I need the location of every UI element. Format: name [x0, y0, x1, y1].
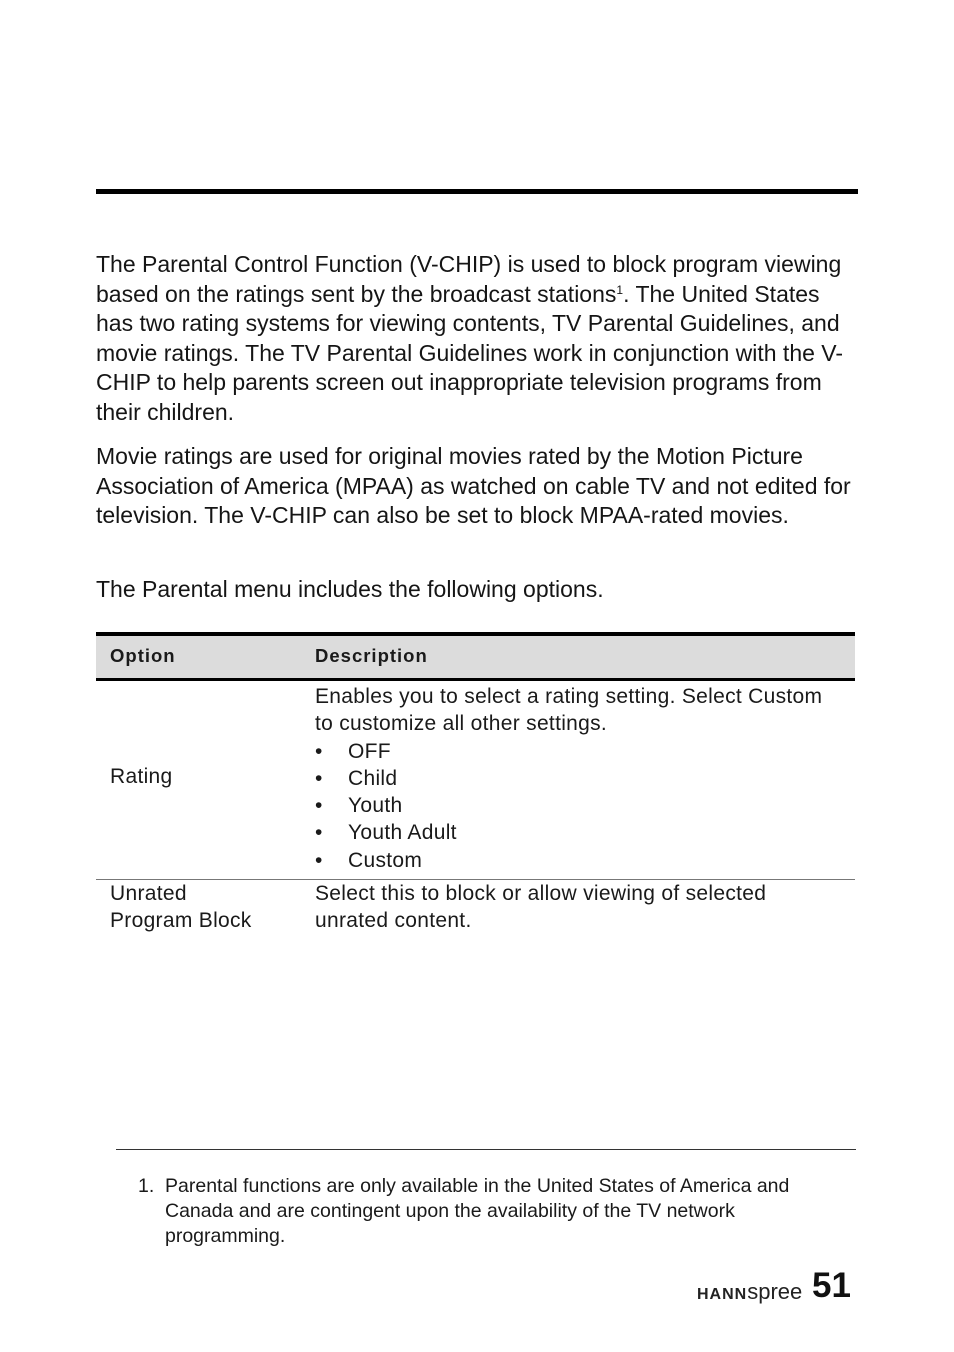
description-cell — [315, 683, 845, 874]
list-item: • Child — [315, 765, 845, 792]
intro-paragraph-3: The Parental menu includes the following options. — [96, 576, 604, 602]
list-item: • Custom — [315, 847, 845, 874]
intro-paragraph-1: The Parental Control Function (V-CHIP) is used to block program viewing based on the ratings sent by the broadcast stations$^1$. The United States has two rating systems for viewing contents, TV Parental Guidelines, and movie ratings. The TV Parental Guidelines work in conjunction with the V-CHIP to help parents screen out inappropriate television programs from their children. — [96, 251, 844, 425]
page-number: 51 — [812, 1266, 851, 1305]
table-row — [96, 880, 855, 950]
rating-options-list — [315, 738, 845, 874]
table-header — [96, 632, 855, 681]
footnote-text: Parental functions are only available in the United States of America and Canada and are contingent upon the availability of the TV network programming. — [165, 1175, 790, 1247]
list-item: • Youth — [315, 792, 845, 819]
brand-logo: HANNspree — [697, 1279, 803, 1304]
table-row — [96, 681, 855, 880]
option-cell: Unrated Program Block — [110, 882, 252, 933]
options-table — [96, 632, 855, 950]
description-text: Enables you to select a rating setting. Select Custom to customize all other settings. — [315, 685, 823, 736]
list-item: • Youth Adult — [315, 819, 845, 846]
option-cell: Rating — [110, 765, 173, 788]
footnote-rule — [116, 1149, 856, 1150]
description-cell: Select this to block or allow viewing of selected unrated content. — [315, 882, 767, 933]
footnote-number: 1. — [138, 1175, 155, 1197]
header-rule — [96, 189, 858, 194]
header-option: Option — [110, 645, 176, 666]
header-description: Description — [315, 645, 428, 666]
list-item: • OFF — [315, 738, 845, 765]
footnote-ref[interactable]: 1 — [616, 282, 624, 297]
intro-paragraph-2: Movie ratings are used for original movies rated by the Motion Picture Association of America (MPAA) as watched on cable TV and not edited for television. The V-CHIP can also be set to block MPAA-rated movies. — [96, 443, 851, 529]
